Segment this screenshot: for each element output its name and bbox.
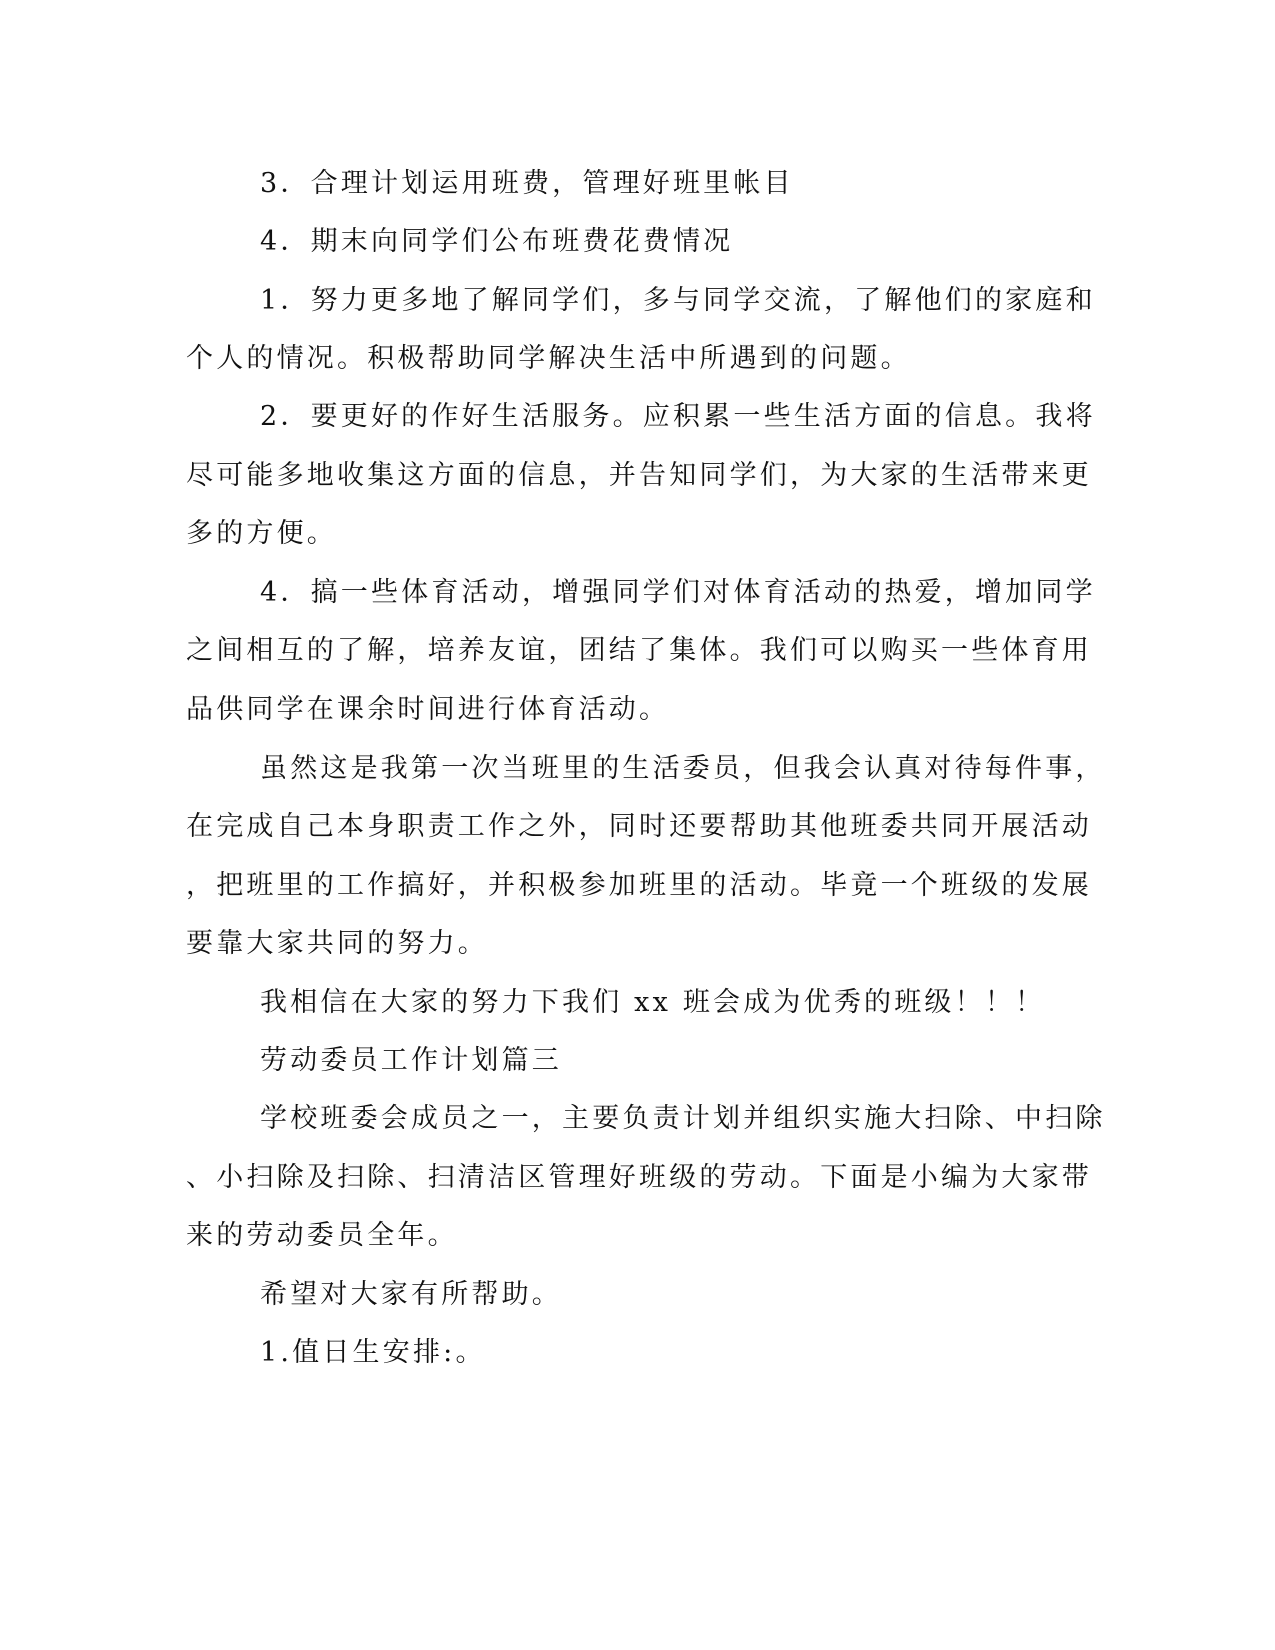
- text-line: 我相信在大家的努力下我们 xx 班会成为优秀的班级！！！: [260, 987, 1046, 1018]
- text-line: 希望对大家有所帮助。: [260, 1279, 562, 1310]
- text-line: 尽可能多地收集这方面的信息，并告知同学们，为大家的生活带来更: [186, 460, 1092, 491]
- text-line: 4．期末向同学们公布班费花费情况: [260, 226, 734, 257]
- text-line: 2．要更好的作好生活服务。应积累一些生活方面的信息。我将: [260, 401, 1096, 432]
- text-line: 个人的情况。积极帮助同学解决生活中所遇到的问题。: [186, 343, 911, 374]
- text-line: 在完成自己本身职责工作之外，同时还要帮助其他班委共同开展活动: [186, 811, 1092, 842]
- text-line: 4．搞一些体育活动，增强同学们对体育活动的热爱，增加同学: [260, 577, 1096, 608]
- text-line: 多的方便。: [186, 518, 337, 549]
- text-line: 1．努力更多地了解同学们，多与同学交流，了解他们的家庭和: [260, 285, 1096, 316]
- text-line: 学校班委会成员之一，主要负责计划并组织实施大扫除、中扫除: [260, 1103, 1106, 1134]
- text-line: 、小扫除及扫除、扫清洁区管理好班级的劳动。下面是小编为大家带: [186, 1162, 1092, 1193]
- text-line: 品供同学在课余时间进行体育活动。: [186, 694, 670, 725]
- text-line: 来的劳动委员全年。: [186, 1220, 458, 1251]
- text-line: ，把班里的工作搞好，并积极参加班里的活动。毕竟一个班级的发展: [186, 870, 1092, 901]
- text-line: 1.值日生安排:。: [260, 1337, 486, 1368]
- text-line: 之间相互的了解，培养友谊，团结了集体。我们可以购买一些体育用: [186, 635, 1092, 666]
- section-heading: 劳动委员工作计划篇三: [260, 1045, 562, 1076]
- text-line: 要靠大家共同的努力。: [186, 928, 488, 959]
- text-line: 3．合理计划运用班费，管理好班里帐目: [260, 168, 794, 199]
- text-line: 虽然这是我第一次当班里的生活委员，但我会认真对待每件事，: [260, 753, 1106, 784]
